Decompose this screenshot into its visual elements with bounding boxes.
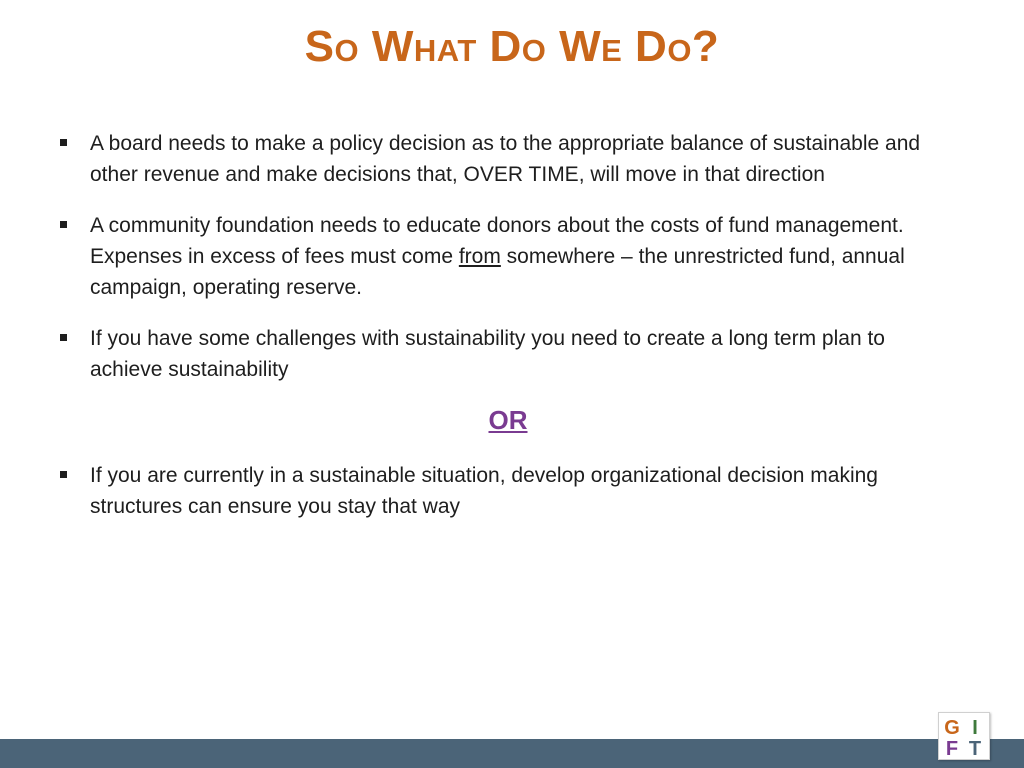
logo-letter-i: I [972, 717, 978, 739]
bullet-text: A board needs to make a policy decision as to the appropriate balance of sustainable and other revenue and make decisions that, OVER TIME, will move in that direction [90, 132, 921, 186]
logo-letter-g: G [944, 717, 960, 739]
underlined-word: from [458, 245, 501, 268]
slide-content [58, 128, 958, 542]
gift-logo-icon [939, 713, 989, 759]
logo-letter-t: T [968, 738, 982, 759]
or-divider: OR [488, 405, 528, 435]
slide-title: So What Do We Do? [304, 22, 720, 71]
logo-letter-f: F [945, 738, 959, 759]
bullet-text: If you have some challenges with sustainability you need to create a long term plan to achieve sustainability [90, 327, 885, 381]
bullet-item-2 [58, 210, 958, 303]
bullet-text-part: A community foundation needs to educate donors about the costs of fund management. Expenses in excess of fees must come [90, 214, 904, 268]
bullet-item-4 [58, 460, 958, 522]
bullet-text: If you are currently in a sustainable situation, develop organizational decision making structures can ensure you stay that way [90, 464, 878, 518]
bullet-text-part: somewhere – the unrestricted fund, annual campaign, operating reserve. [90, 245, 905, 299]
bullet-item-3 [58, 323, 958, 385]
footer-bar [0, 739, 1024, 768]
bullet-item-1 [58, 128, 958, 190]
bullet-square-icon [60, 471, 67, 478]
gift-logo [938, 712, 990, 760]
bullet-square-icon [60, 221, 67, 228]
bullet-square-icon [60, 334, 67, 341]
bullet-square-icon [60, 139, 67, 146]
